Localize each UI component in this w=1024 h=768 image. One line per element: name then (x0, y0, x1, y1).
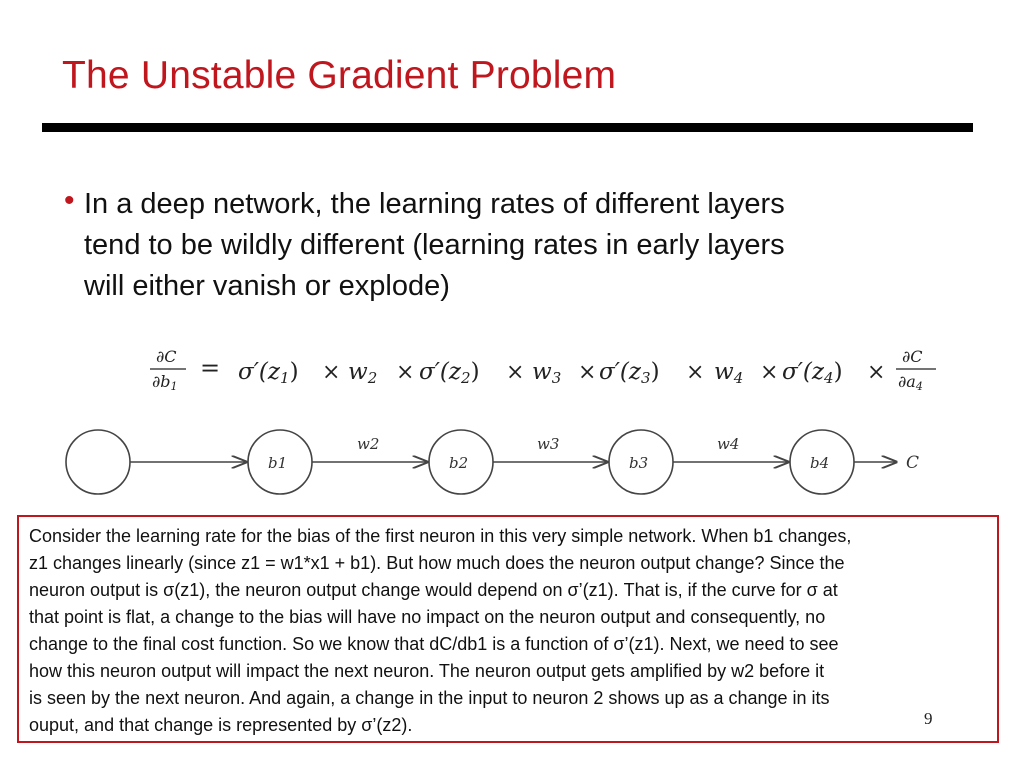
svg-text:×: × (506, 360, 525, 385)
note-line: z1 changes linearly (since z1 = w1*x1 + b1). But how much does the neuron output change? Since the (29, 553, 845, 573)
title-divider (42, 123, 973, 132)
svg-text:∂C: ∂C (902, 347, 923, 366)
svg-text:σ′(z1): σ′(z1) (238, 359, 299, 387)
weight-label-w3: w3 (537, 435, 560, 453)
bullet-dot-icon: • (64, 184, 75, 217)
node-label-b3: b3 (629, 454, 649, 472)
node-label-b4: b4 (810, 454, 830, 472)
input-neuron (66, 430, 130, 494)
svg-text:×: × (686, 360, 705, 385)
weight-label-w2: w2 (357, 435, 380, 453)
svg-text:×: × (867, 360, 886, 385)
note-line: is seen by the next neuron. And again, a change in the input to neuron 2 shows up as a change in its (29, 688, 830, 708)
note-line: ouput, and that change is represented by σ’(z2). (29, 715, 413, 735)
svg-text:×: × (396, 360, 415, 385)
svg-text:×: × (760, 360, 779, 385)
note-line: neuron output is σ(z1), the neuron output change would depend on σ’(z1). That is, if the curve for σ at (29, 580, 838, 600)
svg-text:σ′(z3): σ′(z3) (599, 359, 660, 387)
page-number: 9 (924, 709, 933, 728)
slide-title: The Unstable Gradient Problem (62, 54, 617, 97)
bullet-line: will either vanish or explode) (84, 270, 450, 302)
svg-text:σ′(z4): σ′(z4) (782, 359, 843, 387)
explanation-box (17, 515, 999, 743)
bullet-point (64, 184, 884, 307)
svg-text:w4: w4 (714, 359, 744, 387)
node-label-b2: b2 (449, 454, 469, 472)
svg-text:∂b1: ∂b1 (152, 372, 178, 393)
gradient-equation (140, 342, 960, 404)
note-line: change to the final cost function. So we know that dC/db1 is a function of σ’(z1). Next, we need to see (29, 634, 839, 654)
svg-text:w3: w3 (532, 359, 562, 387)
bullet-line: tend to be wildly different (learning rates in early layers (84, 229, 785, 261)
note-line: Consider the learning rate for the bias of the first neuron in this very simple network. When b1 changes, (29, 526, 852, 546)
svg-text:×: × (322, 360, 341, 385)
svg-text:∂a4: ∂a4 (898, 372, 923, 393)
svg-text:∂C: ∂C (156, 347, 177, 366)
bullet-line: In a deep network, the learning rates of different layers (84, 188, 785, 220)
output-label-c: C (906, 453, 920, 473)
weight-label-w4: w4 (717, 435, 740, 453)
svg-text:w2: w2 (348, 359, 378, 387)
network-diagram (0, 415, 1024, 515)
note-line: that point is flat, a change to the bias will have no impact on the neuron output and consequently, no (29, 607, 826, 627)
svg-text:×: × (578, 360, 597, 385)
note-line: how this neuron output will impact the next neuron. The neuron output gets amplified by w2 before it (29, 661, 825, 681)
svg-text:=: = (200, 354, 221, 382)
bullet-text (64, 184, 884, 307)
node-label-b1: b1 (268, 454, 288, 472)
svg-text:σ′(z2): σ′(z2) (419, 359, 480, 387)
